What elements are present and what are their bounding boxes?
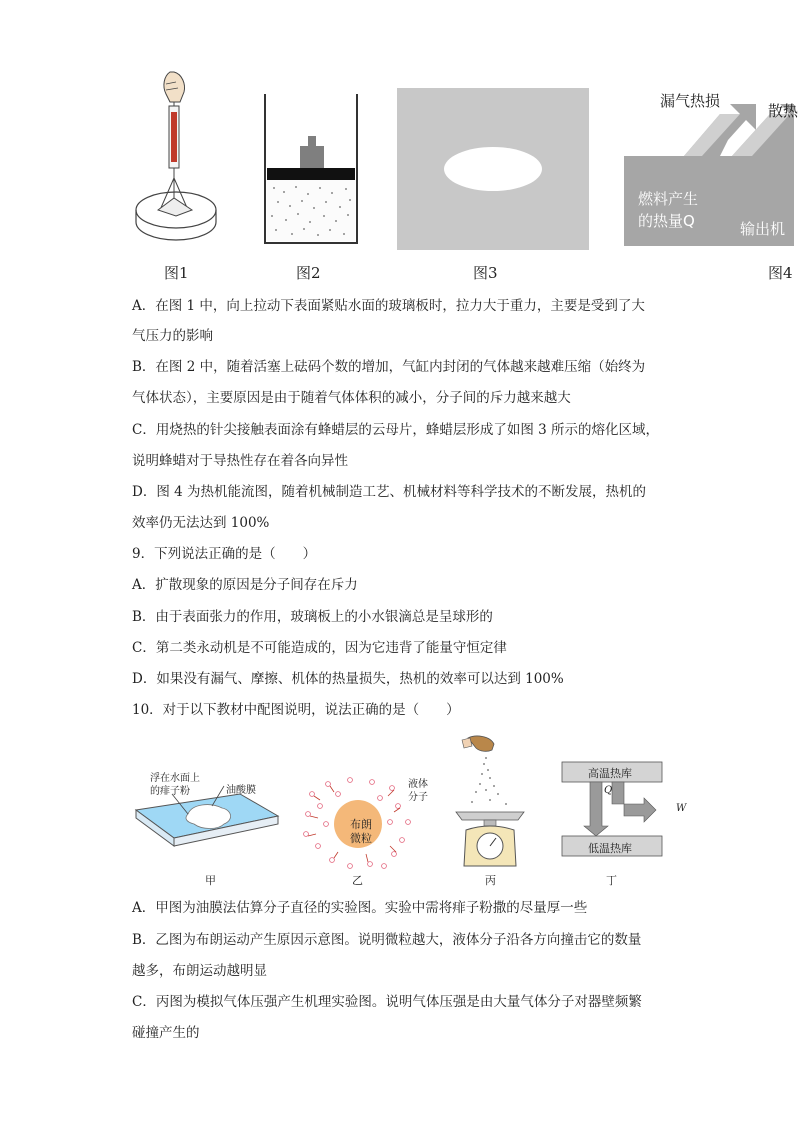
q10-option-a: A．甲图为油膜法估算分子直径的实验图。实验中需将痱子粉撒的尽量厚一些 — [132, 900, 588, 916]
q8-option-c-line2: 说明蜂蜡对于导热性存在着各向异性 — [132, 453, 348, 469]
figure-2 — [262, 92, 362, 247]
fuel-heat-label-1: 燃料产生 — [638, 190, 699, 208]
brownian-label-1: 布朗 — [350, 818, 372, 831]
q8-option-d-line1: D．图 4 为热机能流图，随着机械制造工艺、机械材料等科学技术的不断发展，热机的 — [132, 484, 646, 500]
q10-option-b-line1: B．乙图为布朗运动产生原因示意图。说明微粒越大，液体分子沿各方向撞击它的数量 — [132, 932, 642, 948]
caption-fig3: 图3 — [473, 264, 498, 282]
output-label: 输出机 — [740, 220, 786, 238]
hot-reservoir-label: 高温热库 — [588, 767, 632, 780]
q8-option-a-line2: 气压力的影响 — [132, 328, 213, 344]
caption-fig2: 图2 — [296, 264, 321, 282]
q9-option-b: B．由于表面张力的作用，玻璃板上的小水银滴总是呈球形的 — [132, 609, 493, 625]
q8-option-b-line1: B．在图 2 中，随着活塞上砝码个数的增加，气缸内封闭的气体越来越难压缩（始终为 — [132, 359, 646, 375]
caption-ding: 丁 — [606, 874, 617, 887]
q8-option-a-line1: A．在图 1 中，向上拉动下表面紧贴水面的玻璃板时，拉力大于重力，主要是受到了大 — [132, 298, 645, 314]
oil-film-label: 油酸膜 — [226, 785, 256, 796]
figure-1 — [130, 70, 225, 250]
brownian-label-2: 微粒 — [350, 832, 372, 845]
q9-stem: 9．下列说法正确的是（ ） — [132, 546, 317, 562]
cold-reservoir-label: 低温热库 — [588, 842, 632, 855]
q8-option-d-line2: 效率仍无法达到 100% — [132, 515, 270, 531]
q-symbol: Q — [604, 785, 613, 796]
w-symbol: W — [676, 803, 687, 814]
q10-stem: 10．对于以下教材中配图说明，说法正确的是（ ） — [132, 702, 460, 718]
caption-bing: 丙 — [485, 874, 496, 887]
q9-option-d: D．如果没有漏气、摩擦、机体的热量损失，热机的效率可以达到 100% — [132, 671, 564, 687]
powder-label-1: 浮在水面上 — [150, 773, 200, 784]
q10-option-b-line2: 越多，布朗运动越明显 — [132, 963, 267, 979]
liquid-label-2: 分子 — [408, 792, 428, 803]
fuel-heat-label-2: 的热量Q — [638, 212, 695, 230]
liquid-label-1: 液体 — [408, 779, 428, 790]
powder-label-2: 的痱子粉 — [150, 786, 190, 797]
figure-3 — [397, 88, 589, 250]
heat-dissipation-label: 散热 — [768, 102, 798, 120]
caption-yi: 乙 — [352, 874, 363, 887]
q10-option-c-line2: 碰撞产生的 — [132, 1025, 200, 1041]
q9-option-c: C．第二类永动机是不可能造成的，因为它违背了能量守恒定律 — [132, 640, 507, 656]
caption-fig1: 图1 — [164, 264, 189, 282]
q8-option-b-line2: 气体状态），主要原因是由于随着气体体积的减小，分子间的斥力越来越大 — [132, 390, 571, 406]
q9-option-a: A．扩散现象的原因是分子间存在斥力 — [132, 577, 358, 593]
q10-option-c-line1: C．丙图为模拟气体压强产生机理实验图。说明气体压强是由大量气体分子对器壁频繁 — [132, 994, 642, 1010]
figure-bing — [450, 734, 530, 872]
caption-jia: 甲 — [205, 874, 216, 887]
q8-option-c-line1: C．用烧热的针尖接触表面涂有蜂蜡层的云母片，蜂蜡层形成了如图 3 所示的熔化区域， — [132, 422, 659, 438]
leak-loss-label: 漏气热损 — [660, 92, 721, 110]
caption-fig4: 图4 — [768, 264, 793, 282]
